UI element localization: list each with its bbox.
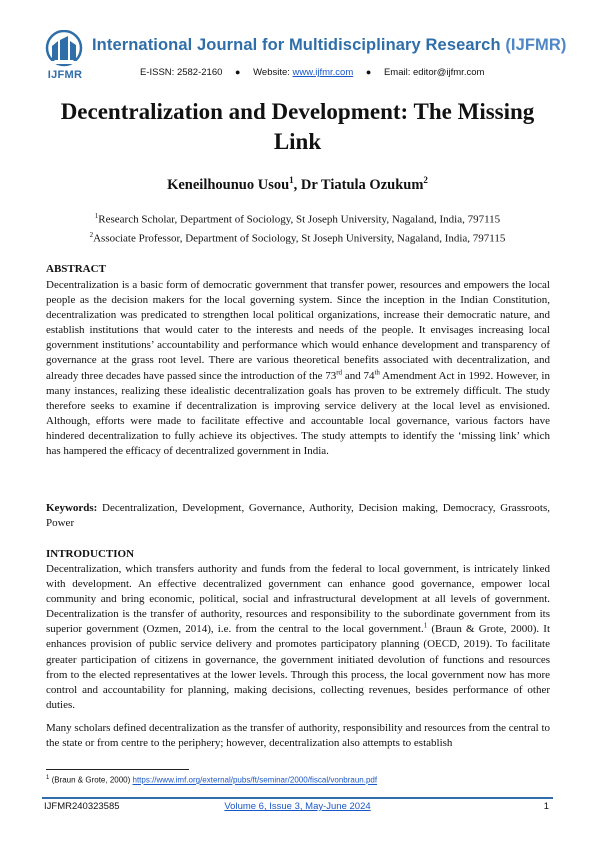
journal-title (92, 36, 567, 55)
journal-meta (140, 67, 484, 78)
journal-header (44, 30, 567, 86)
introduction-paragraph-1 (46, 562, 550, 713)
author-1-sup: 1 (289, 175, 294, 185)
bullet-icon: ● (235, 67, 241, 77)
footnote-text: (Braun & Grote, 2000) (49, 775, 133, 785)
introduction-heading: INTRODUCTION (46, 548, 135, 560)
footer-divider (42, 797, 553, 799)
abstract-sup-th: th (374, 367, 380, 376)
author-2: Dr Tiatula Ozukum (300, 176, 424, 193)
logo-text: IJFMR (47, 69, 83, 81)
author-separator: , (293, 176, 301, 193)
footer-volume-wrap (0, 801, 595, 812)
abstract-text-a: Decentralization is a basic form of democratic government that transfer power, resources and empowers the local people as the decision makers for the local governing system. Since the inception in the Indian Constitution, decentralization was predicated to strengthen local political organizations, increase their democratic nature, and establish institutions that would cater to the interests and needs of the people. It envisages increasing local government institutions’ accountability and performance which would enhance development and transparency of governance at the grass root level. There are various theoretical benefits associated with decentralization, and already three decades have passed since the introduction of the 73 (46, 279, 550, 382)
footnote-divider (46, 769, 189, 770)
paper-authors (40, 175, 555, 194)
affiliation-1 (40, 212, 555, 226)
keywords (46, 501, 550, 531)
author-2-sup: 2 (423, 175, 428, 185)
website-label: Website: (253, 67, 290, 78)
abstract-heading: ABSTRACT (46, 263, 106, 275)
affiliation-2-text: Associate Professor, Department of Sociology, St Joseph University, Nagaland, India, 797115 (93, 232, 506, 245)
introduction-paragraph-2: Many scholars defined decentralization as the transfer of authority, responsibility and resources from the central to the state or from centre to the periphery; however, decentralization also attempts to establish (46, 722, 550, 750)
footnote-sup: 1 (46, 775, 50, 781)
footnote-link[interactable]: https://www.imf.org/external/pubs/ft/seminar/2000/fiscal/vonbraun.pdf (132, 775, 378, 785)
intro-p1-b: (Braun & Grote, 2000). It enhances provision of public service delivery and promotes participatory planning (OECD, 2019). To facilitate greater participation of citizens in governance, the government initiated devolution of functions and resources from to the elected representatives at the lower levels. Through this process, the local government now has more control and accountability for planning, making decisions, collecting revenues, besides performance of other duties. (46, 623, 550, 711)
footer-volume-link[interactable]: Volume 6, Issue 3, May-June 2024 (224, 801, 371, 812)
footnote (46, 775, 377, 785)
footer-page-number: 1 (543, 801, 549, 812)
eissn: E-ISSN: 2582-2160 (140, 67, 223, 78)
intro-p1-a: Decentralization, which transfers authority and funds from the federal to local government, is intricately linked with development. An effective decentralized government can enhance good governance, empower local community and bring economic, political, social and infrastructural development at all levels of government. Decentralization is the transfer of authority, resources and responsibility to the subordinate government from its superior government (Ozmen, 2014), i.e. from the central to the local government. (46, 563, 550, 636)
affiliation-2-sup: 2 (89, 231, 94, 239)
email: Email: editor@ijfmr.com (383, 67, 485, 78)
abstract-text-b: and 74 (342, 369, 375, 382)
journal-name: International Journal for Multidisciplinary Research (92, 36, 501, 54)
keywords-text: Decentralization, Development, Governance, Authority, Decision making, Democracy, Grassroots, Power (46, 502, 550, 530)
footnote-ref[interactable]: 1 (423, 621, 428, 630)
keywords-label: Keywords: (46, 502, 98, 514)
author-1: Keneilhounuo Usou (167, 176, 290, 193)
footer-paper-id: IJFMR240323585 (44, 801, 120, 812)
journal-abbr: (IJFMR) (505, 36, 567, 54)
paper-title: Decentralization and Development: The Missing Link (60, 99, 535, 154)
bullet-icon: ● (365, 67, 372, 77)
affiliation-1-sup: 1 (94, 212, 99, 220)
abstract-text (46, 278, 550, 459)
affiliation-2 (40, 231, 555, 245)
affiliation-1-text: Research Scholar, Department of Sociology, St Joseph University, Nagaland, India, 797115 (98, 213, 501, 226)
abstract-sup-rd: rd (336, 367, 343, 376)
abstract-text-c: Amendment Act in 1992. However, in many instances, realizing these idealistic decentralization goals has proven to be extremely difficult. The study therefore seeks to examine if decentralization is improving service delivery at the local level as envisioned. Although, efforts were made to facilitate effective and accountable local governance, various factors have hindered decentralization to fully achieve its objectives. The study attempts to identify the ‘missing link’ which has hampered the efficacy of decentralized government in India. (46, 369, 550, 458)
website-link[interactable]: www.ijfmr.com (292, 67, 354, 78)
